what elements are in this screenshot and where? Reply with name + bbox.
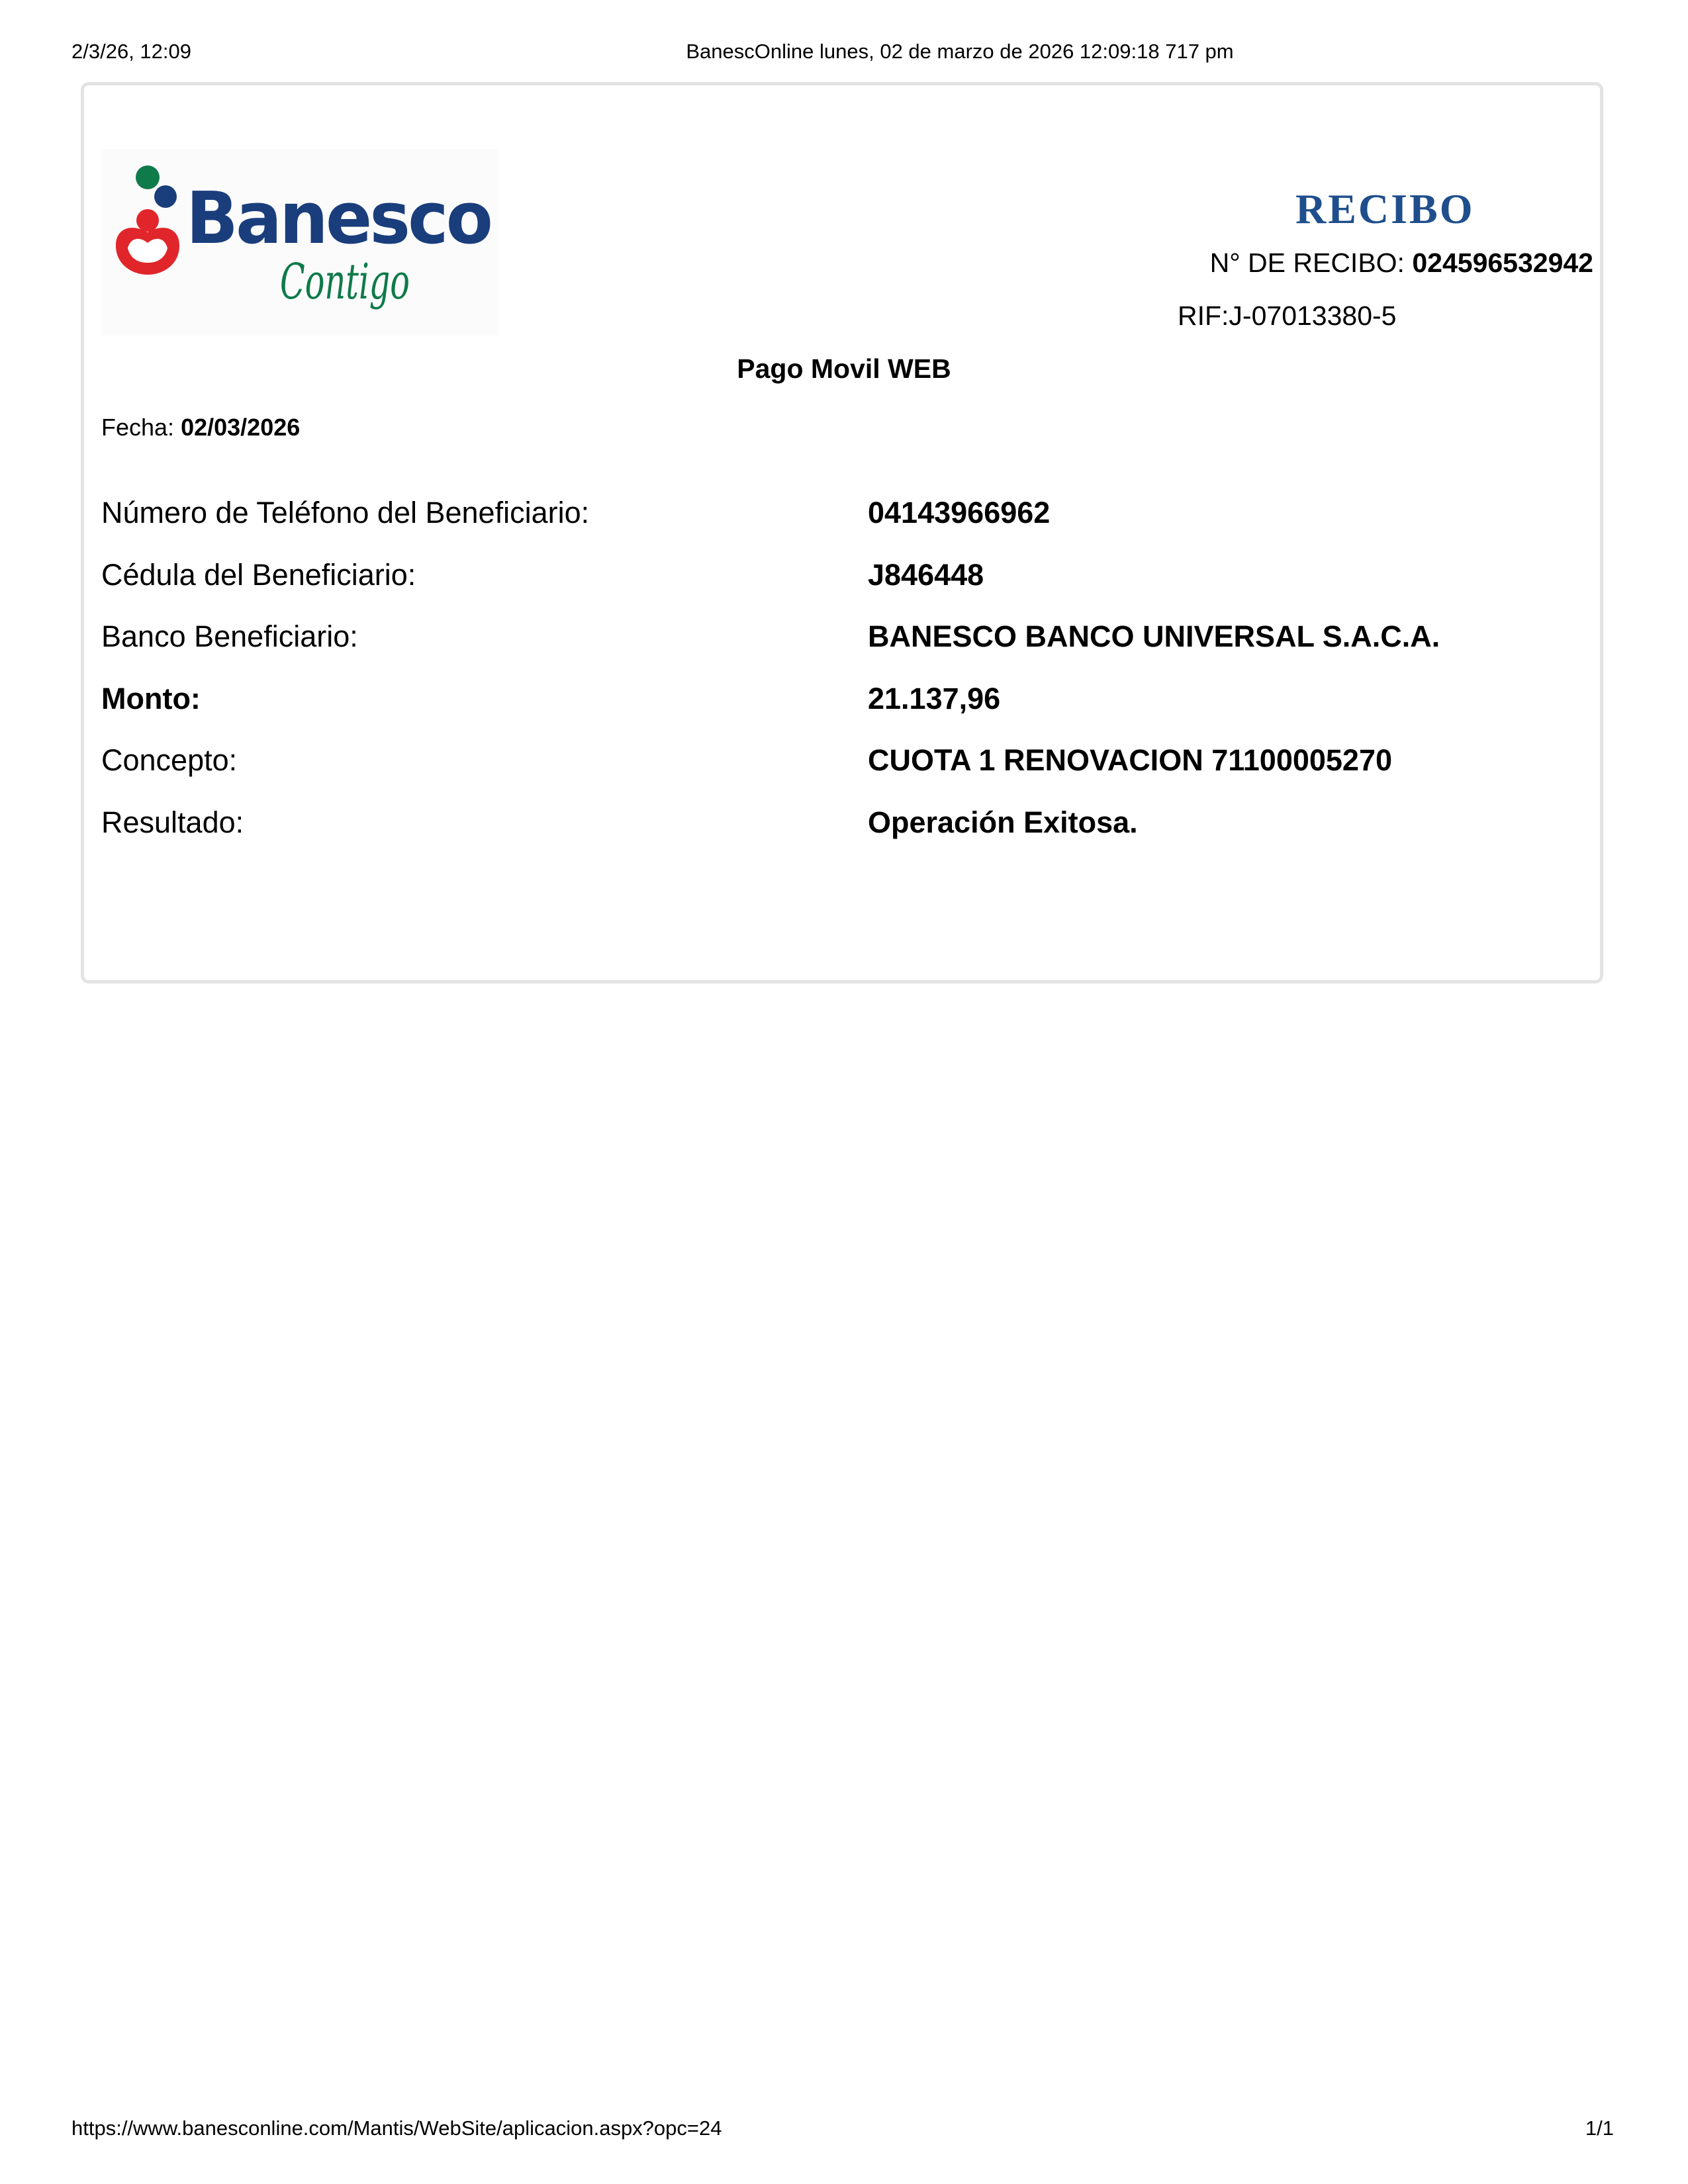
receipt-number [1210, 248, 1593, 279]
detail-value: Operación Exitosa. [868, 805, 1138, 839]
detail-label: Número de Teléfono del Beneficiario: [101, 496, 590, 529]
logo-tagline: Contigo [280, 253, 410, 310]
detail-value: BANESCO BANCO UNIVERSAL S.A.C.A. [868, 619, 1440, 654]
detail-row-amount [101, 682, 1591, 744]
print-url: https://www.banesconline.com/Mantis/WebSite/aplicacion.aspx?opc=24 [71, 2116, 722, 2140]
page-number: 1/1 [1585, 2116, 1614, 2140]
banesco-logo [101, 149, 498, 336]
detail-value: 04143966962 [868, 496, 1051, 529]
detail-value: J846448 [868, 557, 984, 592]
detail-row-cedula [101, 558, 1591, 620]
detail-row-bank [101, 619, 1591, 682]
receipt-number-label: N° DE RECIBO: [1209, 248, 1405, 278]
print-header [71, 40, 1620, 69]
rif: RIF:J-07013380-5 [1178, 300, 1397, 331]
detail-value: 21.137,96 [868, 681, 1001, 715]
print-page-title: BanescOnline lunes, 02 de marzo de 2026 12:09:18 717 pm [686, 40, 1234, 63]
detail-row-concept [101, 743, 1591, 805]
fecha-value: 02/03/2026 [181, 414, 301, 441]
detail-row-phone [101, 496, 1591, 558]
detail-label: Concepto: [101, 743, 238, 778]
detail-value: CUOTA 1 RENOVACION 71100005270 [868, 743, 1393, 778]
detail-label: Monto: [101, 681, 201, 715]
detail-label: Cédula del Beneficiario: [101, 557, 416, 592]
print-date: 2/3/26, 12:09 [71, 40, 191, 63]
fecha-label: Fecha: [101, 414, 175, 441]
detail-label: Resultado: [101, 805, 244, 839]
receipt-card [81, 82, 1603, 983]
print-footer [71, 2116, 1614, 2146]
detail-label: Banco Beneficiario: [101, 619, 358, 654]
document-title: Pago Movil WEB [737, 353, 951, 384]
fecha [101, 414, 300, 441]
logo-wordmark: Banesco [186, 177, 491, 260]
detail-row-result [101, 805, 1591, 868]
receipt-heading: RECIBO [1295, 185, 1475, 232]
details-table [101, 496, 1591, 868]
receipt-number-value: 024596532942 [1412, 248, 1593, 278]
